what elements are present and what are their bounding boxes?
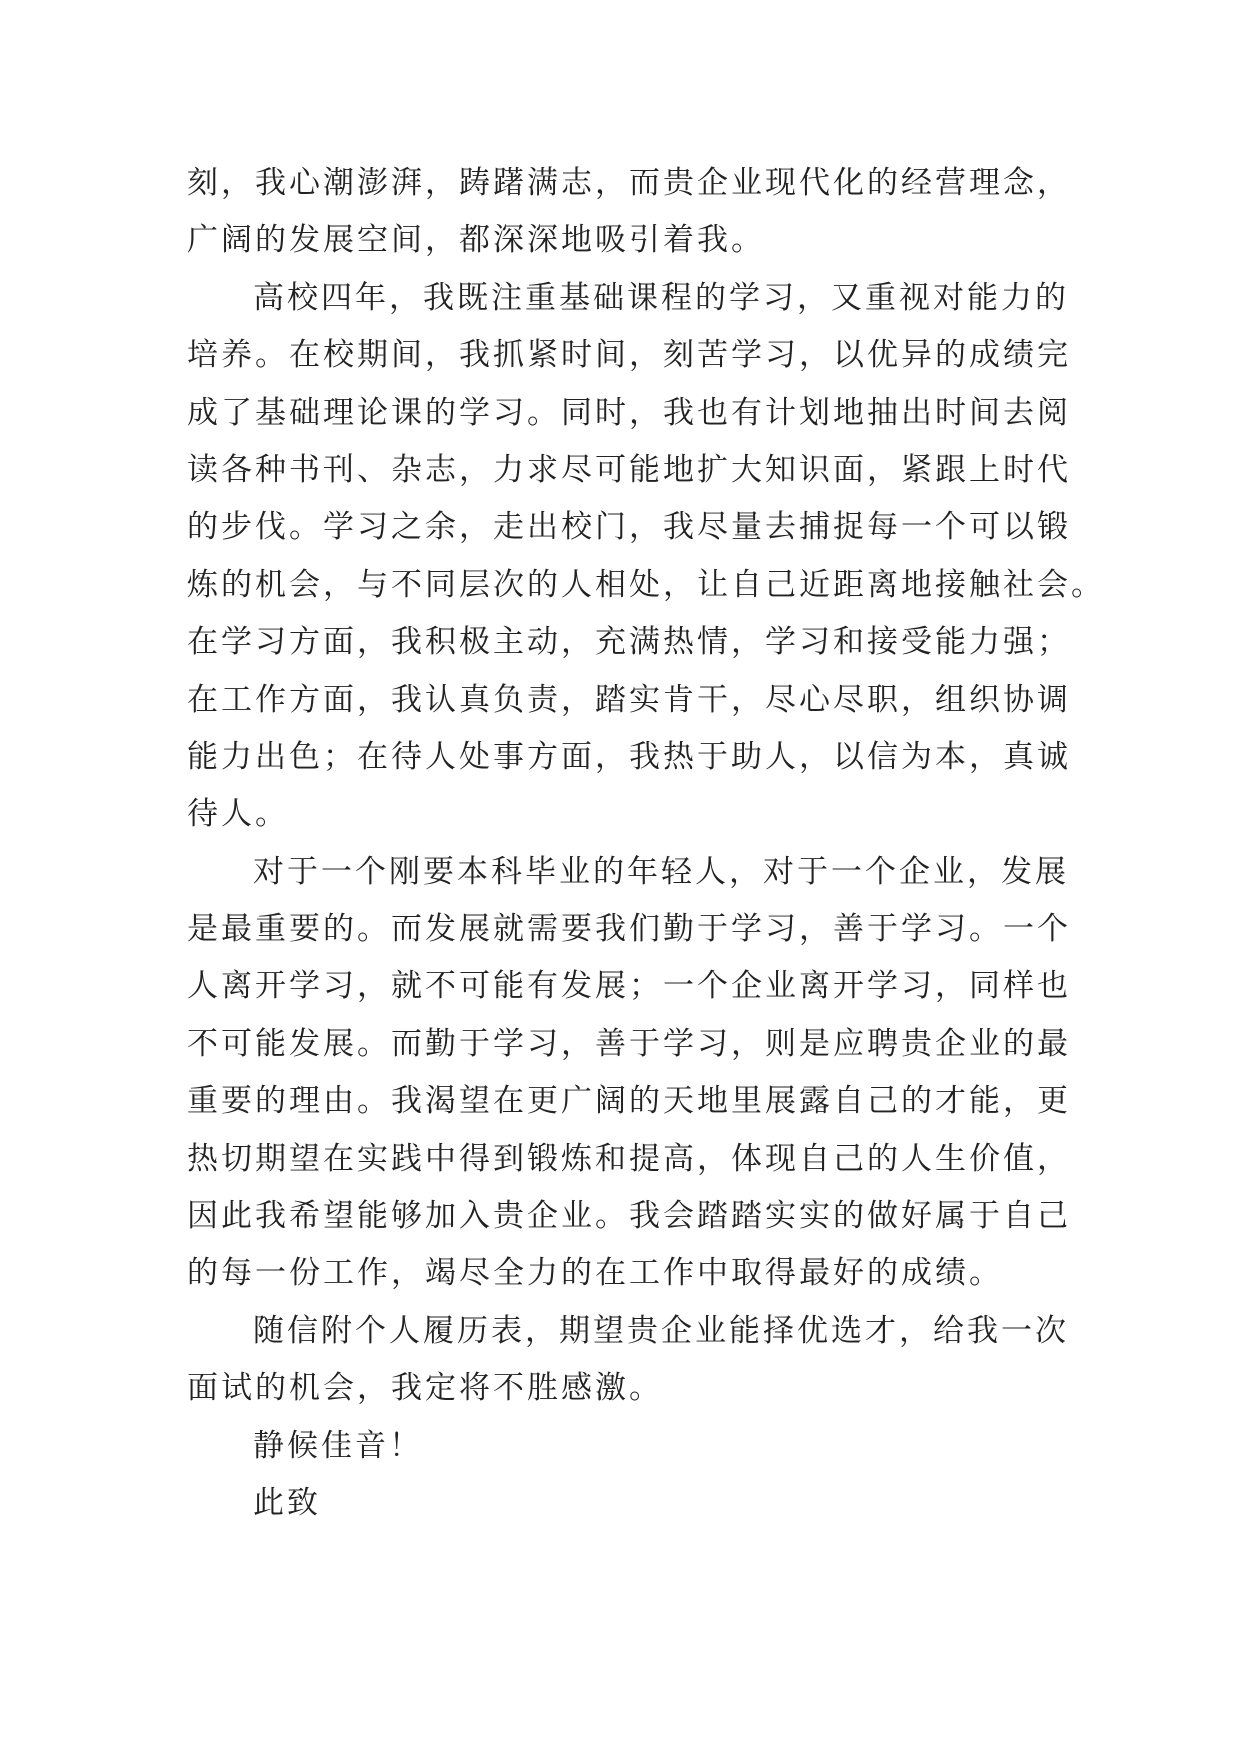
text-line: 因此我希望能够加入贵企业。我会踏踏实实的做好属于自己 [187,1198,1071,1235]
text-line: 热切期望在实践中得到锻炼和提高，体现自己的人生价值， [187,1140,1071,1177]
text-line: 不可能发展。而勤于学习，善于学习，则是应聘贵企业的最 [187,1025,1071,1062]
text-line: 能力出色；在待人处事方面，我热于助人，以信为本，真诚 [187,738,1071,775]
paragraph-education [187,270,1105,844]
text-line: 炼的机会，与不同层次的人相处，让自己近距离地接触社会。 [187,566,1105,603]
text-line: 重要的理由。我渴望在更广阔的天地里展露自己的才能，更 [187,1083,1071,1120]
text-line: 在工作方面，我认真负责，踏实肯干，尽心尽职，组织协调 [187,681,1071,718]
paragraph-development [187,844,1071,1303]
letter-body [187,155,1105,1532]
text-line: 读各种书刊、杂志，力求尽可能地扩大知识面，紧跟上时代 [187,451,1071,488]
text-line: 刻，我心潮澎湃，踌躇满志，而贵企业现代化的经营理念， [187,165,1071,201]
text-line: 待人。 [187,796,289,833]
text-line: 随信附个人履历表，期望贵企业能择优选才，给我一次 [253,1312,1069,1349]
text-line: 是最重要的。而发展就需要我们勤于学习，善于学习。一个 [187,911,1071,948]
text-line: 广阔的发展空间，都深深地吸引着我。 [187,222,765,259]
text-line: 高校四年，我既注重基础课程的学习，又重视对能力的 [253,279,1069,316]
closing-greeting [187,1418,1053,1475]
text-line: 人离开学习，就不可能有发展；一个企业离开学习，同样也 [187,968,1071,1005]
closing-salutation [187,1475,1053,1532]
text-line: 成了基础理论课的学习。同时，我也有计划地抽出时间去阅 [187,394,1071,431]
text-line: 培养。在校期间，我抓紧时间，刻苦学习，以优异的成绩完 [187,337,1071,374]
text-line: 对于一个刚要本科毕业的年轻人，对于一个企业，发展 [253,853,1069,890]
text-line: 的每一份工作，竭尽全力的在工作中取得最好的成绩。 [187,1255,1003,1292]
text-line: 静候佳音！ [253,1427,423,1464]
text-line: 在学习方面，我积极主动，充满热情，学习和接受能力强； [187,624,1071,661]
paragraph-attachment [187,1303,1069,1418]
paragraph-continuation [187,155,1071,270]
text-line: 面试的机会，我定将不胜感激。 [187,1370,663,1407]
text-line: 的步伐。学习之余，走出校门，我尽量去捕捉每一个可以锻 [187,509,1071,546]
text-line: 此致 [253,1484,321,1521]
